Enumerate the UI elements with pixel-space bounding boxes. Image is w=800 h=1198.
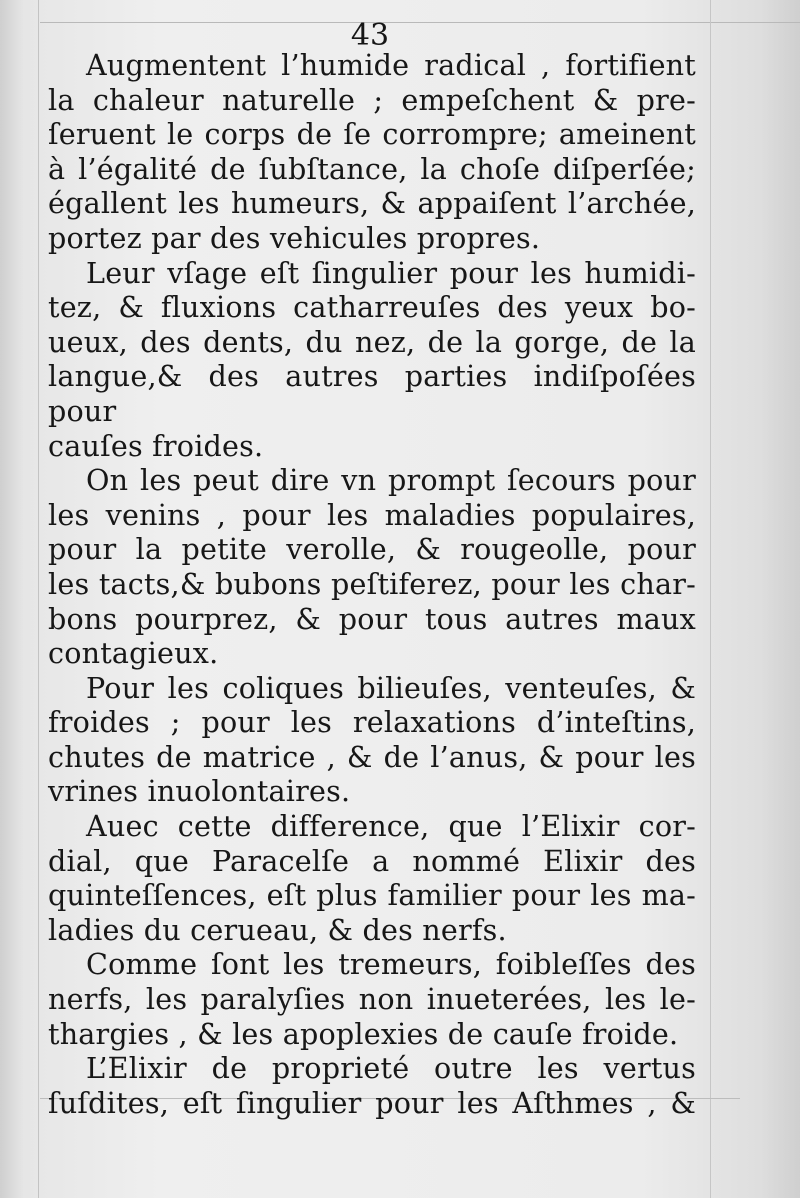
text-line: vrines inuolontaires.	[48, 774, 351, 809]
text-line: quinteſſences, eſt plus familier pour les ma-	[48, 878, 696, 913]
text-line: bons pourprez, & pour tous autres maux	[48, 601, 696, 636]
text-line: Pour les coliques bilieuſes, venteuſes, &	[86, 670, 696, 705]
text-line: On les peut dire vn prompt ſecours pour	[86, 463, 696, 498]
text-line: la chaleur naturelle ; empeſchent & pre-	[48, 82, 696, 117]
text-line: L’Elixir de proprieté outre les vertus	[86, 1051, 696, 1086]
text-line: chutes de matrice , & de l’anus, & pour les	[48, 739, 696, 774]
text-line: à l’égalité de ſubſtance, la choſe diſperſée;	[48, 151, 696, 186]
frame-rule-right	[710, 0, 711, 1198]
text-line: contagieux.	[48, 636, 219, 671]
frame-rule-left	[38, 0, 39, 1198]
text-line: langue,& des autres parties indiſpoſées pour	[48, 359, 696, 428]
text-line: pour la petite verolle, & rougeolle, pour	[48, 532, 696, 567]
text-line: Leur vſage eſt ſingulier pour les humidi-	[86, 255, 696, 290]
text-line: Comme ſont les tremeurs, foibleſſes des	[86, 947, 696, 982]
text-line: froides ; pour les relaxations d’inteſtins,	[48, 705, 696, 740]
text-line: ladies du cerueau, & des nerfs.	[48, 912, 507, 947]
text-line: ſuſdites, eſt ſingulier pour les Aſthmes , &	[48, 1085, 696, 1120]
text-line: les venins , pour les maladies populaires,	[48, 497, 696, 532]
page-number: 43	[350, 18, 390, 53]
text-line: Augmentent l’humide radical , fortifient	[86, 48, 696, 82]
text-line: ſeruent le corps de ſe corrompre; ameinent	[48, 117, 696, 152]
text-line: dial, que Paracelſe a nommé Elixir des	[48, 843, 696, 878]
text-line: les tacts,& bubons peſtiferez, pour les char-	[48, 566, 696, 601]
text-line: portez par des vehicules propres.	[48, 220, 541, 255]
text-line: tez, & fluxions catharreuſes des yeux bo-	[48, 290, 696, 325]
text-line: égallent les humeurs, & appaiſent l’archée,	[48, 186, 696, 221]
text-line: Auec cette difference, que l’Elixir cor-	[86, 809, 696, 844]
body-text	[48, 48, 696, 1120]
text-line: cauſes froides.	[48, 428, 264, 463]
text-line: ueux, des dents, du nez, de la gorge, de la	[48, 324, 696, 359]
text-line: nerfs, les paralyſies non inueterées, les le-	[48, 982, 696, 1017]
text-line: thargies , & les apoplexies de cauſe froide.	[48, 1016, 679, 1051]
